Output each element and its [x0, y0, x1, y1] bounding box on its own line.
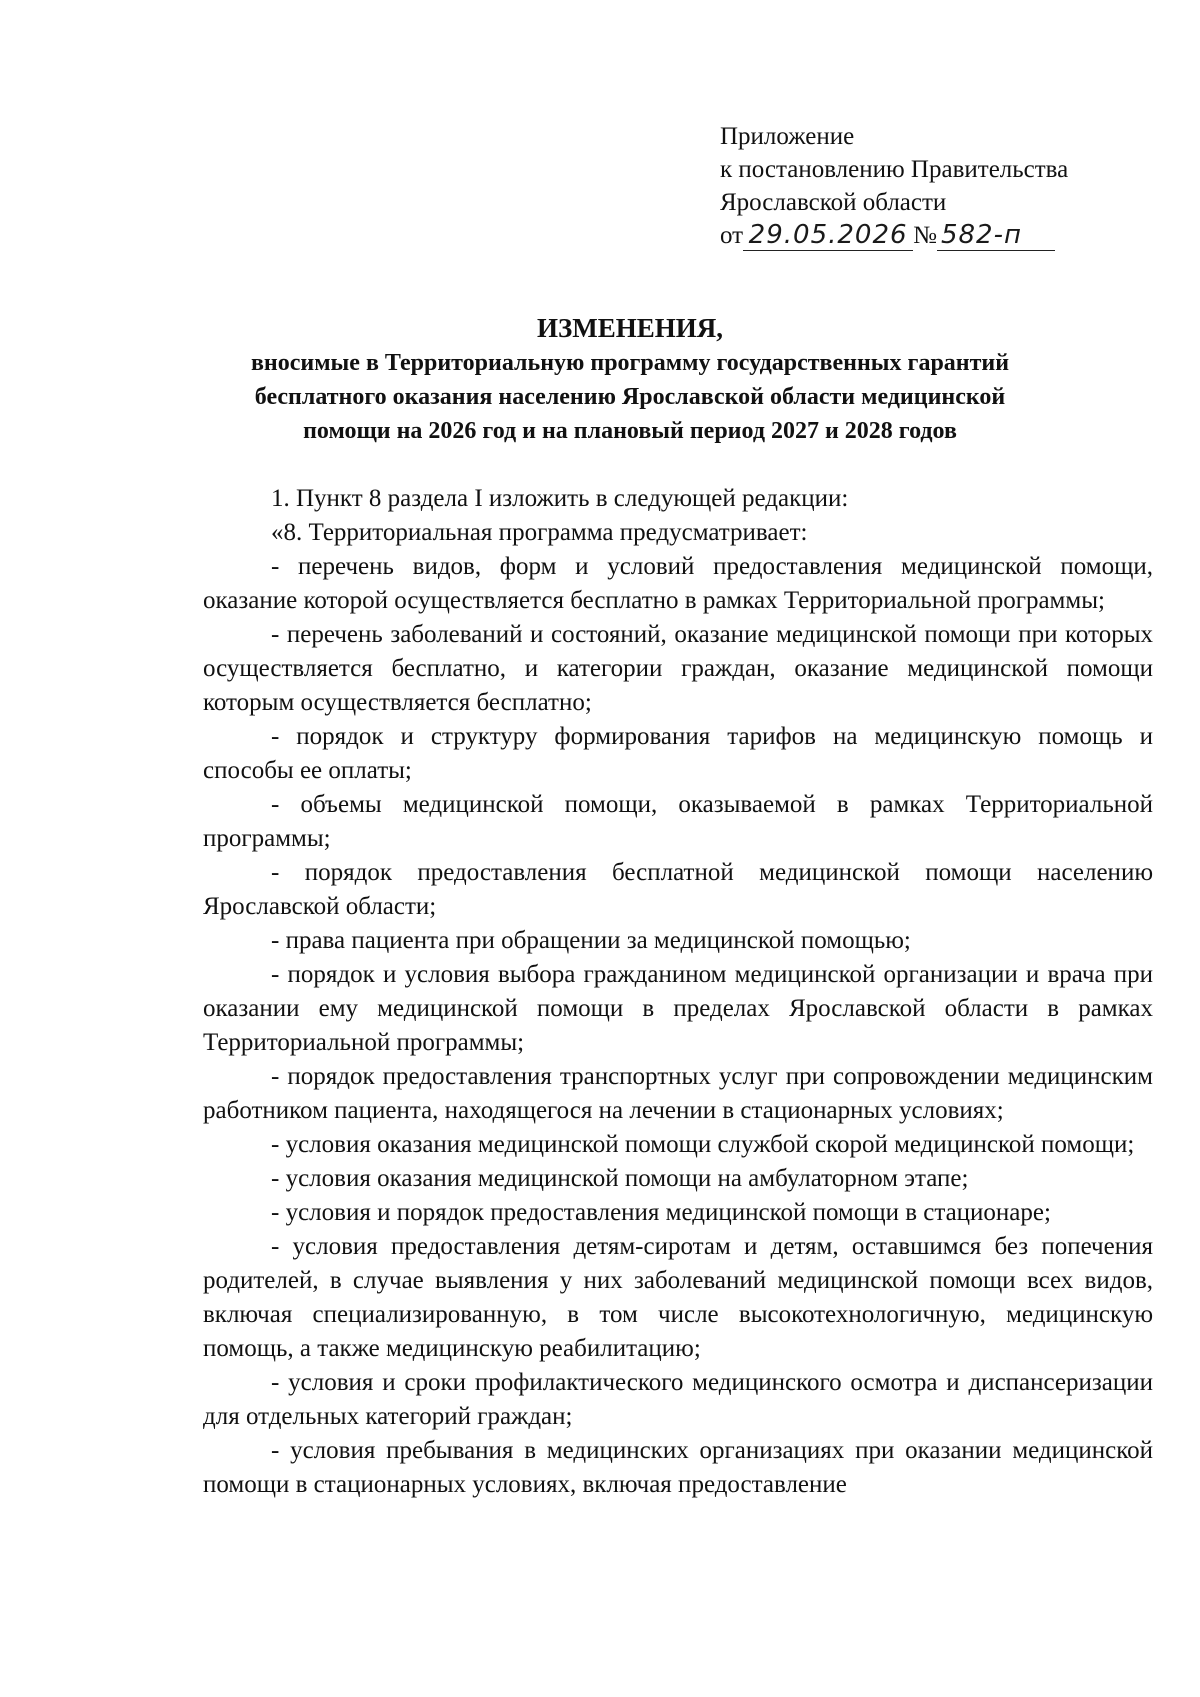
list-item: - условия и сроки профилактического медицинского осмотра и диспансеризации для отдельных категорий граждан; [203, 1369, 1153, 1430]
list-item: - порядок и структуру формирования тарифов на медицинскую помощь и способы ее оплаты; [203, 723, 1153, 784]
list-item: - условия и порядок предоставления медицинской помощи в стационаре; [271, 1199, 1051, 1226]
appendix-date-number-line [720, 219, 1160, 252]
list-item: - перечень заболеваний и состояний, оказание медицинской помощи при которых осуществляется бесплатно, и категории граждан, оказание медицинской помощи которым осуществляется бесплатно; [203, 621, 1153, 716]
document-subtitle-line-1: вносимые в Территориальную программу государственных гарантий [250, 350, 1010, 376]
handwritten-date: 29.05.2026 [743, 220, 913, 251]
document-body [203, 482, 1153, 1502]
document-title-block [180, 310, 1080, 448]
date-prefix: от [720, 222, 744, 249]
list-item: - порядок предоставления бесплатной медицинской помощи населению Ярославской области; [203, 859, 1153, 920]
handwritten-number: 582-п [937, 220, 1055, 251]
paragraph: 1. Пункт 8 раздела I изложить в следующей редакции: [271, 485, 849, 512]
appendix-region: Ярославской области [720, 189, 947, 216]
list-item: - порядок предоставления транспортных услуг при сопровождении медицинским работником пациента, находящегося на лечении в стационарных условиях; [203, 1063, 1153, 1124]
appendix-label: Приложение [720, 123, 855, 150]
appendix-block [720, 120, 1160, 252]
paragraph: «8. Территориальная программа предусматривает: [271, 519, 808, 546]
document-subtitle-line-2: бесплатного оказания населению Ярославской области медицинской [254, 384, 1006, 410]
list-item: - порядок и условия выбора гражданином медицинской организации и врача при оказании ему медицинской помощи в пределах Ярославской области в рамках Территориальной программы; [203, 961, 1153, 1056]
list-item: - условия пребывания в медицинских организациях при оказании медицинской помощи в стационарных условиях, включая предоставление [203, 1437, 1153, 1498]
list-item: - права пациента при обращении за медицинской помощью; [271, 927, 911, 954]
list-item: - объемы медицинской помощи, оказываемой в рамках Территориальной программы; [203, 791, 1153, 852]
document-title: ИЗМЕНЕНИЯ, [536, 313, 723, 343]
list-item: - условия оказания медицинской помощи на амбулаторном этапе; [271, 1165, 969, 1192]
appendix-resolution-ref: к постановлению Правительства [720, 156, 1069, 183]
list-item: - условия оказания медицинской помощи службой скорой медицинской помощи; [271, 1131, 1135, 1158]
list-item: - перечень видов, форм и условий предоставления медицинской помощи, оказание которой осуществляется бесплатно в рамках Территориальной программы; [203, 553, 1153, 614]
number-prefix: № [913, 222, 937, 249]
list-item: - условия предоставления детям-сиротам и детям, оставшимся без попечения родителей, в случае выявления у них заболеваний медицинской помощи всех видов, включая специализированную, в том числе высокотехнологичную, медицинскую помощь, а также медицинскую реабилитацию; [203, 1233, 1153, 1362]
document-subtitle-line-3: помощи на 2026 год и на плановый период 2027 и 2028 годов [303, 418, 957, 444]
